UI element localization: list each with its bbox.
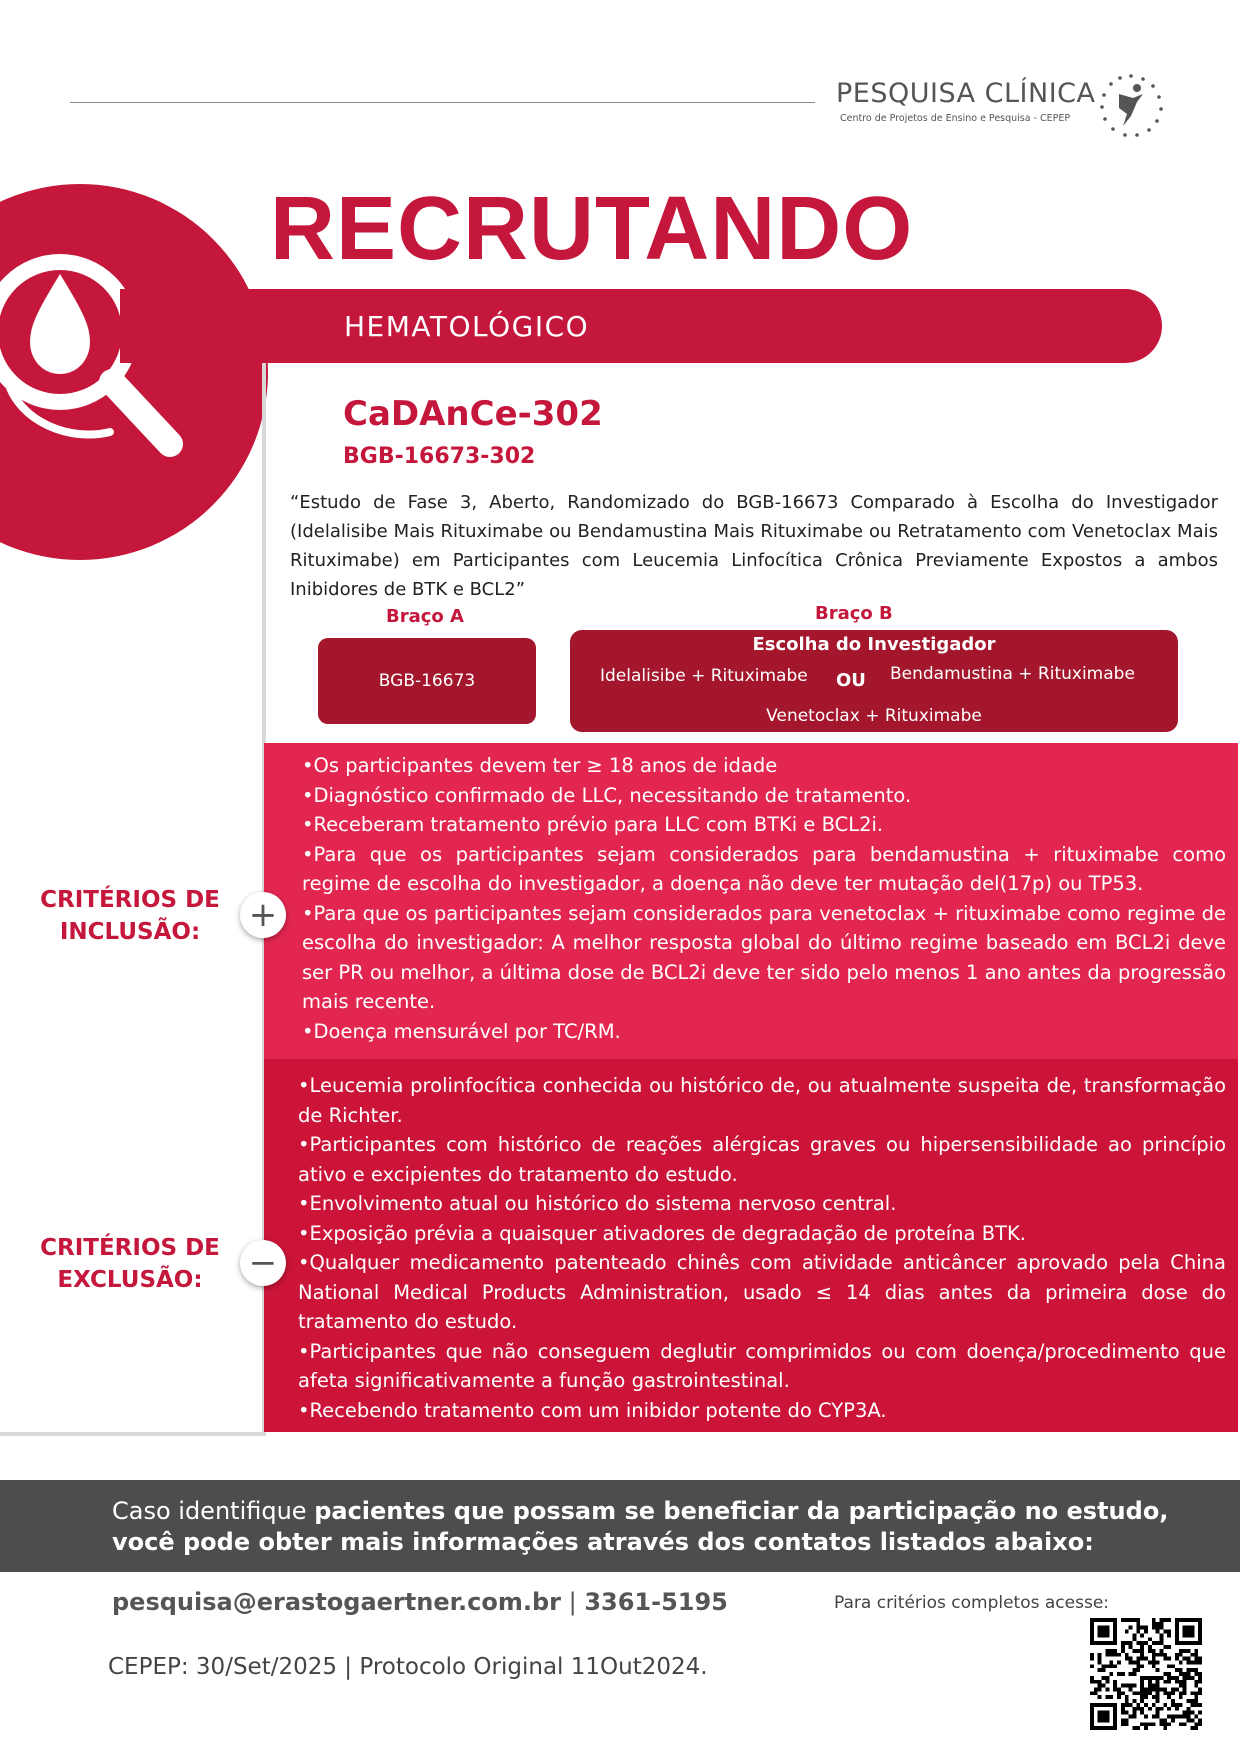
study-code: BGB-16673-302 <box>343 444 536 469</box>
study-name: CaDAnCe-302 <box>343 394 603 434</box>
cta-line2-bold: você pode obter mais informações através dos contatos listados abaixo: <box>112 1528 1094 1556</box>
category-label: HEMATOLÓGICO <box>344 310 590 343</box>
arm-b-label: Braço B <box>815 603 893 624</box>
cta-line1-start: Caso identifique <box>112 1497 315 1525</box>
list-item: •Para que os participantes sejam considerados para venetoclax + rituximabe como regime de escolha do investigador: A melhor resposta global do último regime baseado em BCL2i deve ser PR ou melhor, a última dose de BCL2i deve ter sido pelo menos 1 ano antes da progressão mais recente. <box>302 901 1226 1013</box>
list-item: •Participantes com histórico de reações alérgicas graves ou hipersensibilidade ao princípio ativo e excipientes do tratamento do estudo. <box>298 1133 1226 1186</box>
arm-b-title: Escolha do Investigador <box>752 634 996 655</box>
exclusion-list <box>298 1071 1226 1425</box>
header-divider <box>70 102 815 103</box>
contact-banner <box>0 1480 1240 1572</box>
qr-caption: Para critérios completos acesse: <box>834 1593 1110 1613</box>
footnote: CEPEP: 30/Set/2025 | Protocolo Original 11Out2024. <box>108 1654 708 1680</box>
exclusion-criteria-panel <box>264 1059 1238 1432</box>
list-item: •Receberam tratamento prévio para LLC com BTKi e BCL2i. <box>302 813 884 836</box>
arm-a-box <box>318 638 536 724</box>
contact-info <box>112 1588 728 1616</box>
contact-separator: | <box>560 1588 585 1616</box>
org-subtitle: Centro de Projetos de Ensino e Pesquisa - CEPEP <box>840 113 1071 124</box>
arm-b-option: Idelalisibe + Rituximabe <box>600 666 808 686</box>
minus-icon: − <box>240 1240 286 1286</box>
exclusion-label: CRITÉRIOS DE EXCLUSÃO: <box>40 1235 220 1293</box>
contact-phone[interactable]: 3361-5195 <box>584 1588 728 1616</box>
arm-a-label: Braço A <box>386 606 464 627</box>
status-title: RECRUTANDO <box>270 179 914 279</box>
list-item: •Leucemia prolinfocítica conhecida ou histórico de, ou atualmente suspeita de, transformação de Richter. <box>298 1074 1226 1127</box>
contact-banner-text <box>112 1496 1168 1558</box>
category-band <box>120 289 1162 363</box>
list-item: •Qualquer medicamento patenteado chinês com atividade anticâncer aprovado pela China National Medical Products Administration, usado ≤ 14 dias antes da primeira dose do tratamento do estudo. <box>298 1251 1226 1333</box>
list-item: •Diagnóstico confirmado de LLC, necessitando de tratamento. <box>302 783 912 807</box>
running-figure-icon <box>1097 72 1165 140</box>
arm-b-option: Bendamustina + Rituximabe <box>890 664 1135 684</box>
arm-b-option: Venetoclax + Rituximabe <box>766 706 982 726</box>
org-title: PESQUISA CLÍNICA <box>836 78 1096 109</box>
contact-email[interactable]: pesquisa@erastogaertner.com.br <box>112 1588 561 1616</box>
inclusion-label: CRITÉRIOS DE INCLUSÃO: <box>40 887 220 945</box>
plus-icon: + <box>240 892 286 938</box>
list-item: •Para que os participantes sejam considerados para bendamustina + rituximabe como regime de escolha do investigador, a doença não deve ter mutação del(17p) ou TP53. <box>302 842 1226 895</box>
arm-a-treatment: BGB-16673 <box>378 671 476 691</box>
inclusion-criteria-panel <box>264 743 1238 1059</box>
list-item: •Recebendo tratamento com um inibidor potente do CYP3A. <box>298 1398 887 1422</box>
list-item: •Exposição prévia a quaisquer ativadores de degradação de proteína BTK. <box>298 1221 1026 1245</box>
list-item: •Doença mensurável por TC/RM. <box>302 1019 621 1043</box>
panel-divider-bottom <box>0 1432 266 1436</box>
blood-drop-magnifier-icon <box>0 182 270 562</box>
list-item: •Os participantes devem ter ≥ 18 anos de idade <box>302 754 778 777</box>
arm-b-separator: OU <box>836 670 866 691</box>
list-item: •Participantes que não conseguem deglutir comprimidos ou com doença/procedimento que afeta significativamente a função gastrointestinal. <box>298 1339 1226 1392</box>
study-description: “Estudo de Fase 3, Aberto, Randomizado do BGB-16673 Comparado à Escolha do Investigador (Idelalisibe Mais Rituximabe ou Bendamustina Mais Rituximabe ou Retratamento com Venetoclax Mais Rituximabe) em Participantes com Leucemia Linfocítica Crônica Previamente Expostos a ambos Inibidores de BTK e BCL2” <box>290 492 1218 600</box>
arm-b-box <box>570 630 1178 732</box>
qr-code-icon[interactable] <box>1090 1618 1202 1730</box>
cta-line1-bold: pacientes que possam se beneficiar da participação no estudo, <box>314 1497 1169 1525</box>
list-item: •Envolvimento atual ou histórico do sistema nervoso central. <box>298 1192 897 1215</box>
inclusion-list <box>302 751 1226 1046</box>
